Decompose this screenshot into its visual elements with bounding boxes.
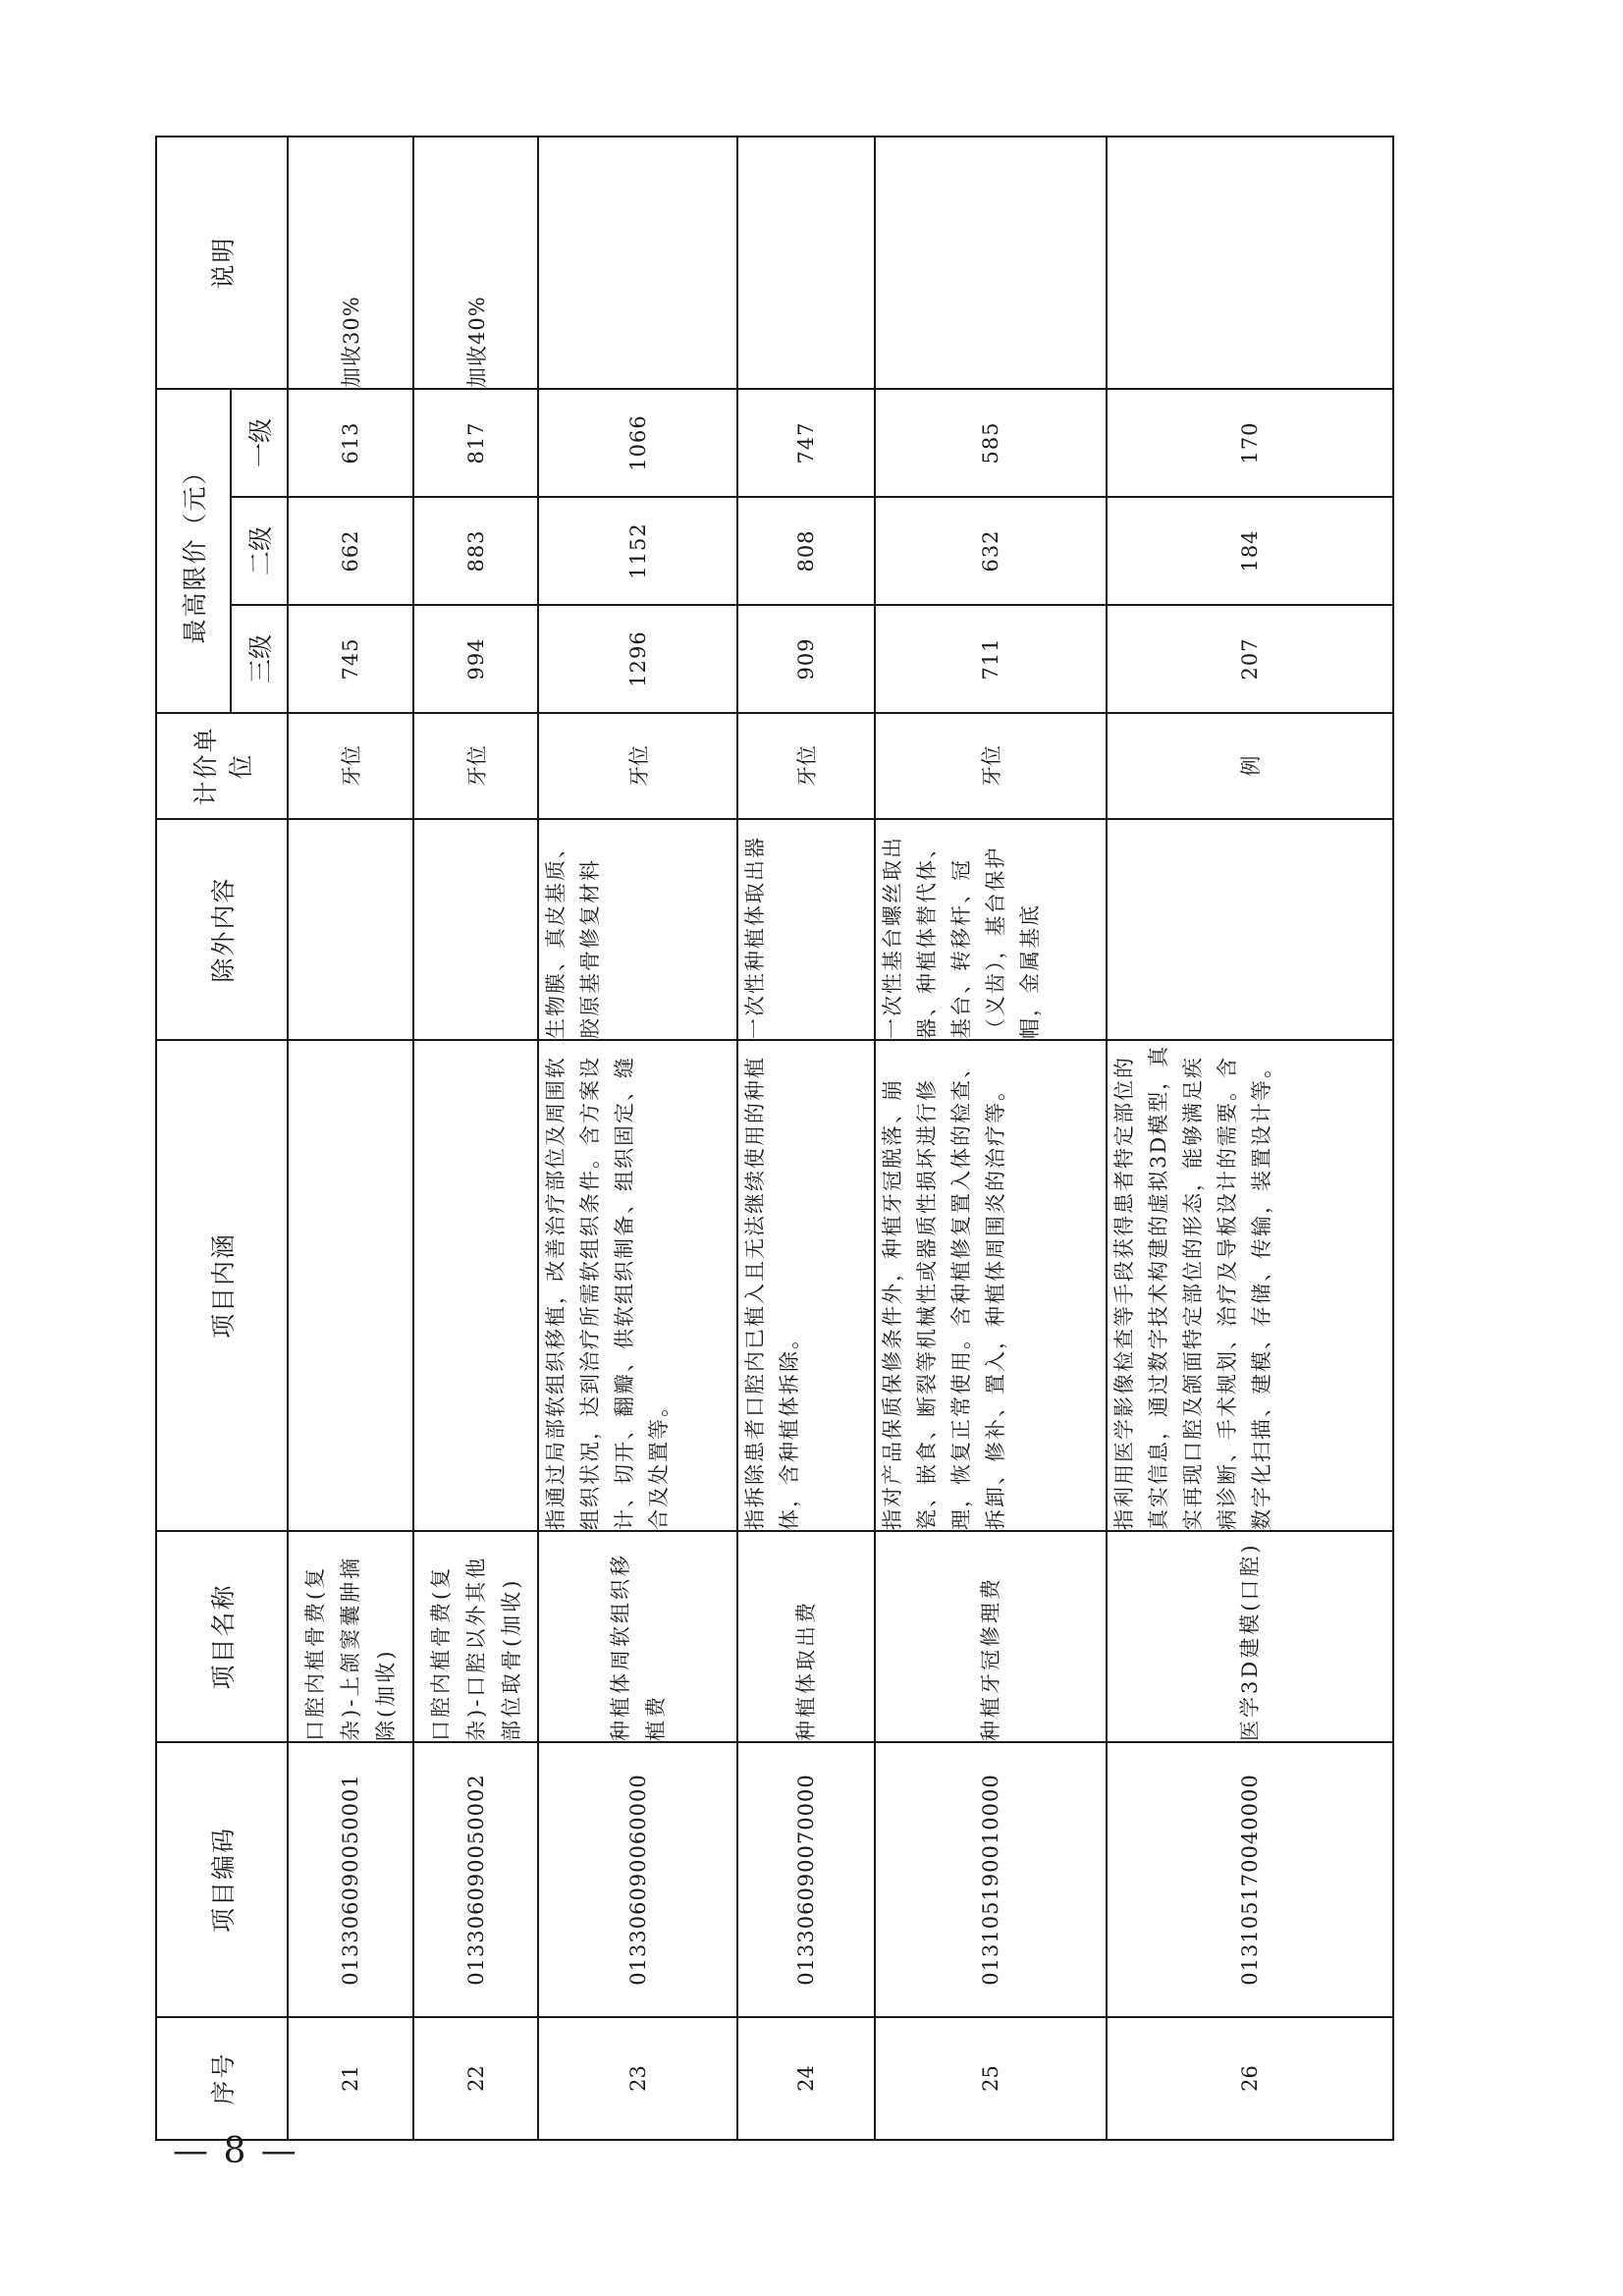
- cell-name: 种植体周软组织移植费: [538, 1531, 737, 1742]
- cell-exclude: [288, 819, 413, 1040]
- cell-note: [538, 137, 737, 389]
- cell-unit: 牙位: [288, 713, 413, 819]
- cell-price-level3: 909: [737, 605, 875, 713]
- cell-note: 加收30%: [288, 137, 413, 389]
- cell-price-level3: 207: [1107, 605, 1393, 713]
- cell-price-level1: 747: [737, 389, 875, 497]
- cell-content: 指通过局部软组织移植，改善治疗部位及周围软组织状况，达到治疗所需软组织条件。含方案设计、切开、翻瓣、供软组织制备、组织固定、缝合及处置等。: [538, 1040, 737, 1531]
- header-code: 项目编码: [156, 1742, 288, 2017]
- cell-seq: 21: [288, 2017, 413, 2140]
- cell-seq: 26: [1107, 2017, 1393, 2140]
- cell-name: 种植牙冠修理费: [875, 1531, 1107, 1742]
- cell-unit: 牙位: [538, 713, 737, 819]
- cell-price-level1: 1066: [538, 389, 737, 497]
- header-name: 项目名称: [156, 1531, 288, 1742]
- cell-code: 013105190010000: [875, 1742, 1107, 2017]
- cell-note: [1107, 137, 1393, 389]
- header-unit: 计价单位: [156, 713, 288, 819]
- price-table: [155, 136, 1394, 2141]
- cell-note: [737, 137, 875, 389]
- cell-seq: 24: [737, 2017, 875, 2140]
- cell-price-level2: 1152: [538, 497, 737, 605]
- header-price-group: 最高限价（元）: [156, 389, 231, 713]
- cell-unit: 例: [1107, 713, 1393, 819]
- cell-content: 指对产品保质保修条件外，种植牙冠脱落、崩瓷、嵌食、断裂等机械性或器质性损坏进行修理，恢复正常使用。含种植修复置入体的检查、拆卸、修补、置入，种植体周围炎的治疗等。: [875, 1040, 1107, 1531]
- header-content: 项目内涵: [156, 1040, 288, 1531]
- cell-unit: 牙位: [875, 713, 1107, 819]
- cell-unit: 牙位: [413, 713, 538, 819]
- header-note: 说明: [156, 137, 288, 389]
- cell-content: [288, 1040, 413, 1531]
- cell-name: 种植体取出费: [737, 1531, 875, 1742]
- cell-price-level2: 184: [1107, 497, 1393, 605]
- cell-price-level2: 632: [875, 497, 1107, 605]
- cell-code: 013306090050001: [288, 1742, 413, 2017]
- cell-code: 013306090050002: [413, 1742, 538, 2017]
- rotated-table-page: [155, 137, 1392, 2141]
- cell-exclude: [1107, 819, 1393, 1040]
- table-row: [737, 137, 875, 2140]
- cell-note: [875, 137, 1107, 389]
- cell-price-level2: 808: [737, 497, 875, 605]
- cell-code: 013105170040000: [1107, 1742, 1393, 2017]
- cell-price-level3: 1296: [538, 605, 737, 713]
- cell-seq: 22: [413, 2017, 538, 2140]
- header-exclude: 除外内容: [156, 819, 288, 1040]
- cell-price-level3: 711: [875, 605, 1107, 713]
- cell-seq: 23: [538, 2017, 737, 2140]
- page-number: — 8 —: [173, 2131, 298, 2171]
- table-row: [1107, 137, 1393, 2140]
- cell-price-level2: 662: [288, 497, 413, 605]
- cell-price-level1: 613: [288, 389, 413, 497]
- cell-content: [413, 1040, 538, 1531]
- cell-name: 口腔内植骨费(复杂)-口腔以外其他部位取骨(加收): [413, 1531, 538, 1742]
- header-level2: 二级: [231, 497, 288, 605]
- cell-exclude: 一次性基台螺丝取出器、种植体替代体、基台、转移杆、冠（义齿），基台保护帽，金属基底: [875, 819, 1107, 1040]
- cell-code: 013306090060000: [538, 1742, 737, 2017]
- header-level1: 一级: [231, 389, 288, 497]
- cell-seq: 25: [875, 2017, 1107, 2140]
- cell-price-level3: 745: [288, 605, 413, 713]
- cell-exclude: 一次性种植体取出器: [737, 819, 875, 1040]
- header-level3: 三级: [231, 605, 288, 713]
- cell-price-level2: 883: [413, 497, 538, 605]
- cell-content: 指拆除患者口腔内已植入且无法继续使用的种植体，含种植体拆除。: [737, 1040, 875, 1531]
- cell-name: 医学3D建模(口腔): [1107, 1531, 1393, 1742]
- cell-price-level1: 817: [413, 389, 538, 497]
- cell-content: 指利用医学影像检查等手段获得患者特定部位的真实信息，通过数字技术构建的虚拟3D模型，真实再现口腔及颌面特定部位的形态，能够满足疾病诊断、手术规划、治疗及导板设计的需要。含数字化扫描、建模、存储、传输，装置设计等。: [1107, 1040, 1393, 1531]
- header-seq: 序号: [156, 2017, 288, 2140]
- cell-price-level3: 994: [413, 605, 538, 713]
- table-row: [288, 137, 413, 2140]
- cell-code: 013306090070000: [737, 1742, 875, 2017]
- table-row: [413, 137, 538, 2140]
- cell-unit: 牙位: [737, 713, 875, 819]
- cell-exclude: [413, 819, 538, 1040]
- table-row: [538, 137, 737, 2140]
- cell-price-level1: 585: [875, 389, 1107, 497]
- cell-exclude: 生物膜、真皮基质、胶原基骨修复材料: [538, 819, 737, 1040]
- table-row: [875, 137, 1107, 2140]
- cell-name: 口腔内植骨费(复杂)-上颌窦囊肿摘除(加收): [288, 1531, 413, 1742]
- cell-price-level1: 170: [1107, 389, 1393, 497]
- cell-note: 加收40%: [413, 137, 538, 389]
